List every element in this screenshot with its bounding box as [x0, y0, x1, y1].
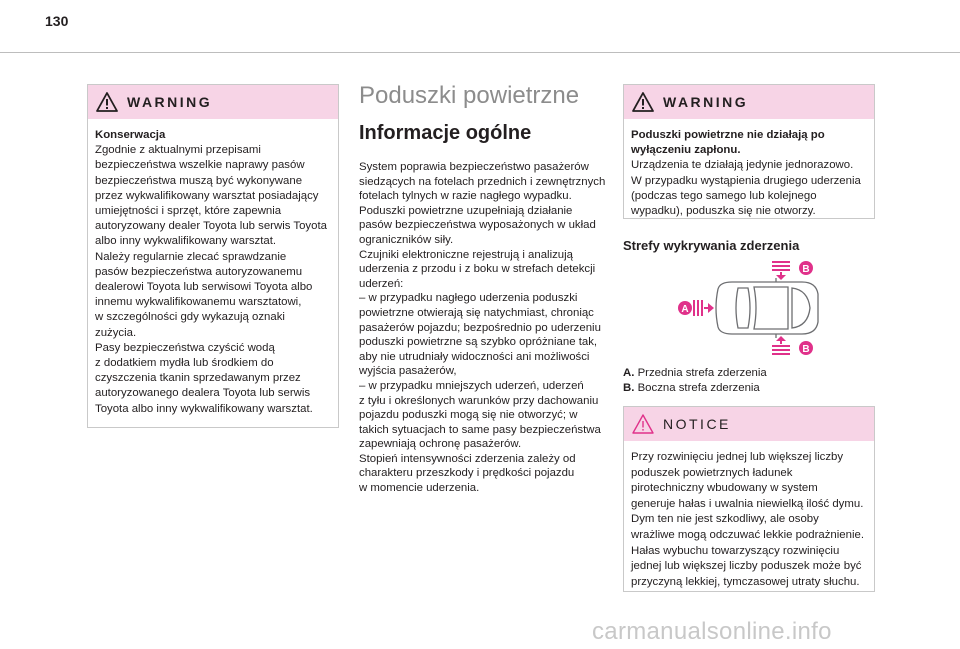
- text-line: przez wykwalifikowany warsztat posiadający: [95, 189, 319, 202]
- text-line: W przypadku wystąpienia drugiego uderzenia: [631, 174, 861, 187]
- zones-heading: Strefy wykrywania zderzenia: [623, 238, 800, 253]
- warning-icon: [632, 92, 654, 112]
- text-line: Pasy bezpieczeństwa czyścić wodą: [95, 341, 275, 354]
- legend-item: [623, 366, 767, 381]
- text-line: Toyota albo inny wykwalifikowany warsztat.: [95, 402, 313, 415]
- text-line: Poduszki powietrzne uzupełniają działanie: [359, 204, 573, 217]
- warning-title: Konserwacja: [95, 129, 166, 141]
- legend-key: A.: [623, 367, 635, 379]
- impact-zones-diagram: [676, 258, 822, 358]
- right-warning-text: [624, 119, 874, 226]
- text-line: poduszek powietrznych ładunek: [631, 466, 793, 479]
- notice-text: [624, 441, 874, 597]
- text-line: pasów bezpieczeństwa wyposażonych w układ: [359, 219, 596, 232]
- header-divider: [0, 52, 960, 53]
- text-line: Przy rozwinięciu jednej lub większej liczby: [631, 451, 844, 463]
- side-impact-arrow-top: [772, 262, 790, 276]
- legend-text: Boczna strefa zderzenia: [634, 382, 760, 394]
- text-line: pasów bezpieczeństwa autoryzowanemu: [95, 265, 303, 278]
- text-line: uderzenia z przodu i z boku w strefach detekcji: [359, 263, 596, 276]
- text-line: Poduszki powietrzne nie działają po: [631, 129, 825, 141]
- text-line: powietrzne otwierają się natychmiast, chroniąc: [359, 306, 594, 319]
- zones-legend: [623, 366, 767, 396]
- warning-title: [631, 128, 867, 158]
- notice-box: [623, 406, 875, 592]
- text-line: fotelach tylnych w razie nagłego wypadku.: [359, 190, 572, 203]
- text-line: Hałas wybuchu towarzyszący rozwinięciu: [631, 544, 840, 557]
- side-impact-arrow-bottom: [772, 340, 790, 354]
- text-line: Należy regularnie zlecać sprawdzanie: [95, 250, 287, 263]
- text-line: czyszczenia tkanin sprzedawanym przez: [95, 372, 301, 385]
- text-line: System poprawia bezpieczeństwo pasażerów: [359, 161, 589, 173]
- text-line: pirotechniczny wbudowany w system: [631, 482, 818, 495]
- text-line: Urządzenia te działają jedynie jednorazowo.: [631, 159, 854, 172]
- text-line: pojazdu poduszki mogą się nie otworzyć; w: [359, 409, 578, 422]
- text-line: siedzących na fotelach przednich i zewnętrznych: [359, 175, 606, 188]
- legend-key: B.: [623, 382, 635, 394]
- text-line: w szczególności gdy wykazują oznaki: [95, 311, 285, 324]
- zone-b-label: B: [802, 344, 810, 355]
- notice-header: [624, 407, 874, 441]
- text-line: autoryzowanego dealera Toyota lub serwis: [95, 387, 311, 400]
- front-impact-arrow: [694, 300, 709, 316]
- text-line: z tyłu i określonych warunków przy dachowaniu: [359, 394, 599, 407]
- text-line: ograniczników siły.: [359, 233, 454, 246]
- left-warning-box: [87, 84, 339, 428]
- zone-b-label: B: [802, 264, 810, 275]
- text-line: Czujniki elektroniczne rejestrują i analizują: [359, 248, 573, 261]
- text-line: bezpieczeństwa wszelkie naprawy pasów: [95, 159, 305, 172]
- text-line: poduszki powietrzne są szybko opróżniane tak,: [359, 336, 598, 349]
- warning-header: [88, 85, 338, 119]
- text-line: (podczas tego samego lub kolejnego: [631, 189, 817, 202]
- text-line: autoryzowany dealer Toyota lub serwis Toyota: [95, 220, 327, 233]
- text-line: wyjścia pasażerów,: [359, 365, 457, 378]
- text-line: Dym ten nie jest szkodliwy, ale osoby: [631, 513, 819, 526]
- text-line: Zgodnie z aktualnymi przepisami: [95, 144, 261, 157]
- text-line: zużycia.: [95, 326, 137, 339]
- text-line: wrażliwe mogą odczuwać lekkie podrażnienie.: [631, 528, 864, 541]
- right-warning-box: [623, 84, 875, 219]
- text-line: wypadku), poduszka się nie otworzy.: [631, 205, 816, 218]
- page-number: 130: [45, 13, 69, 29]
- section-title: Poduszki powietrzne: [359, 82, 580, 109]
- text-line: umiejętności i sprzęt, które zapewnia: [95, 205, 282, 218]
- zone-a-label: A: [681, 304, 689, 315]
- text-line: przyczyną lekkiej, tymczasowej utraty słuchu.: [631, 575, 860, 588]
- warning-label: WARNING: [663, 94, 749, 110]
- legend-item: [623, 381, 767, 396]
- notice-label: NOTICE: [663, 416, 731, 432]
- subsection-title: Informacje ogólne: [359, 122, 532, 144]
- warning-label: WARNING: [127, 94, 213, 110]
- warning-lines: [631, 158, 867, 219]
- text-line: jednej lub większej liczby poduszek może być: [631, 560, 862, 573]
- text-line: – w przypadku nagłego uderzenia poduszki: [359, 292, 578, 305]
- text-line: charakteru przeszkody i prędkości pojazdu: [359, 467, 575, 480]
- text-line: zapewniają ochronę pasażerów.: [359, 438, 522, 451]
- warning-icon: [96, 92, 118, 112]
- text-line: takich sytuacjach to same pasy bezpieczeństwa: [359, 423, 601, 436]
- text-line: – w przypadku mniejszych uderzeń, uderzeń: [359, 379, 584, 392]
- text-line: Stopień intensywności zderzenia zależy od: [359, 452, 576, 465]
- warning-header: [624, 85, 874, 119]
- text-line: wyłączeniu zapłonu.: [631, 144, 741, 157]
- text-line: aby nie utrudniały widoczności ani możliwości: [359, 350, 590, 363]
- text-line: pasażerów pojazdu; bezpośrednio po uderzeniu: [359, 321, 601, 334]
- body-text: [359, 160, 619, 496]
- warning-lines: [95, 143, 331, 417]
- notice-icon: [632, 414, 654, 434]
- watermark: carmanualsonline.info: [592, 618, 832, 645]
- legend-text: Przednia strefa zderzenia: [634, 367, 767, 379]
- text-line: w momencie uderzenia.: [359, 482, 480, 495]
- text-line: dealerowi Toyota lub serwisowi Toyota albo: [95, 281, 313, 294]
- text-line: bezpieczeństwa muszą być wykonywane: [95, 174, 303, 187]
- text-line: generuje hałas i uwalnia niewielką ilość dymu.: [631, 497, 864, 510]
- text-line: uderzeń:: [359, 277, 404, 290]
- text-line: albo inny wykwalifikowany warsztat.: [95, 235, 277, 248]
- text-line: z dodatkiem mydła lub środkiem do: [95, 357, 274, 370]
- car-icon: [716, 278, 818, 338]
- text-line: innemu wykwalifikowanemu warsztatowi,: [95, 296, 302, 309]
- left-warning-text: [88, 119, 338, 424]
